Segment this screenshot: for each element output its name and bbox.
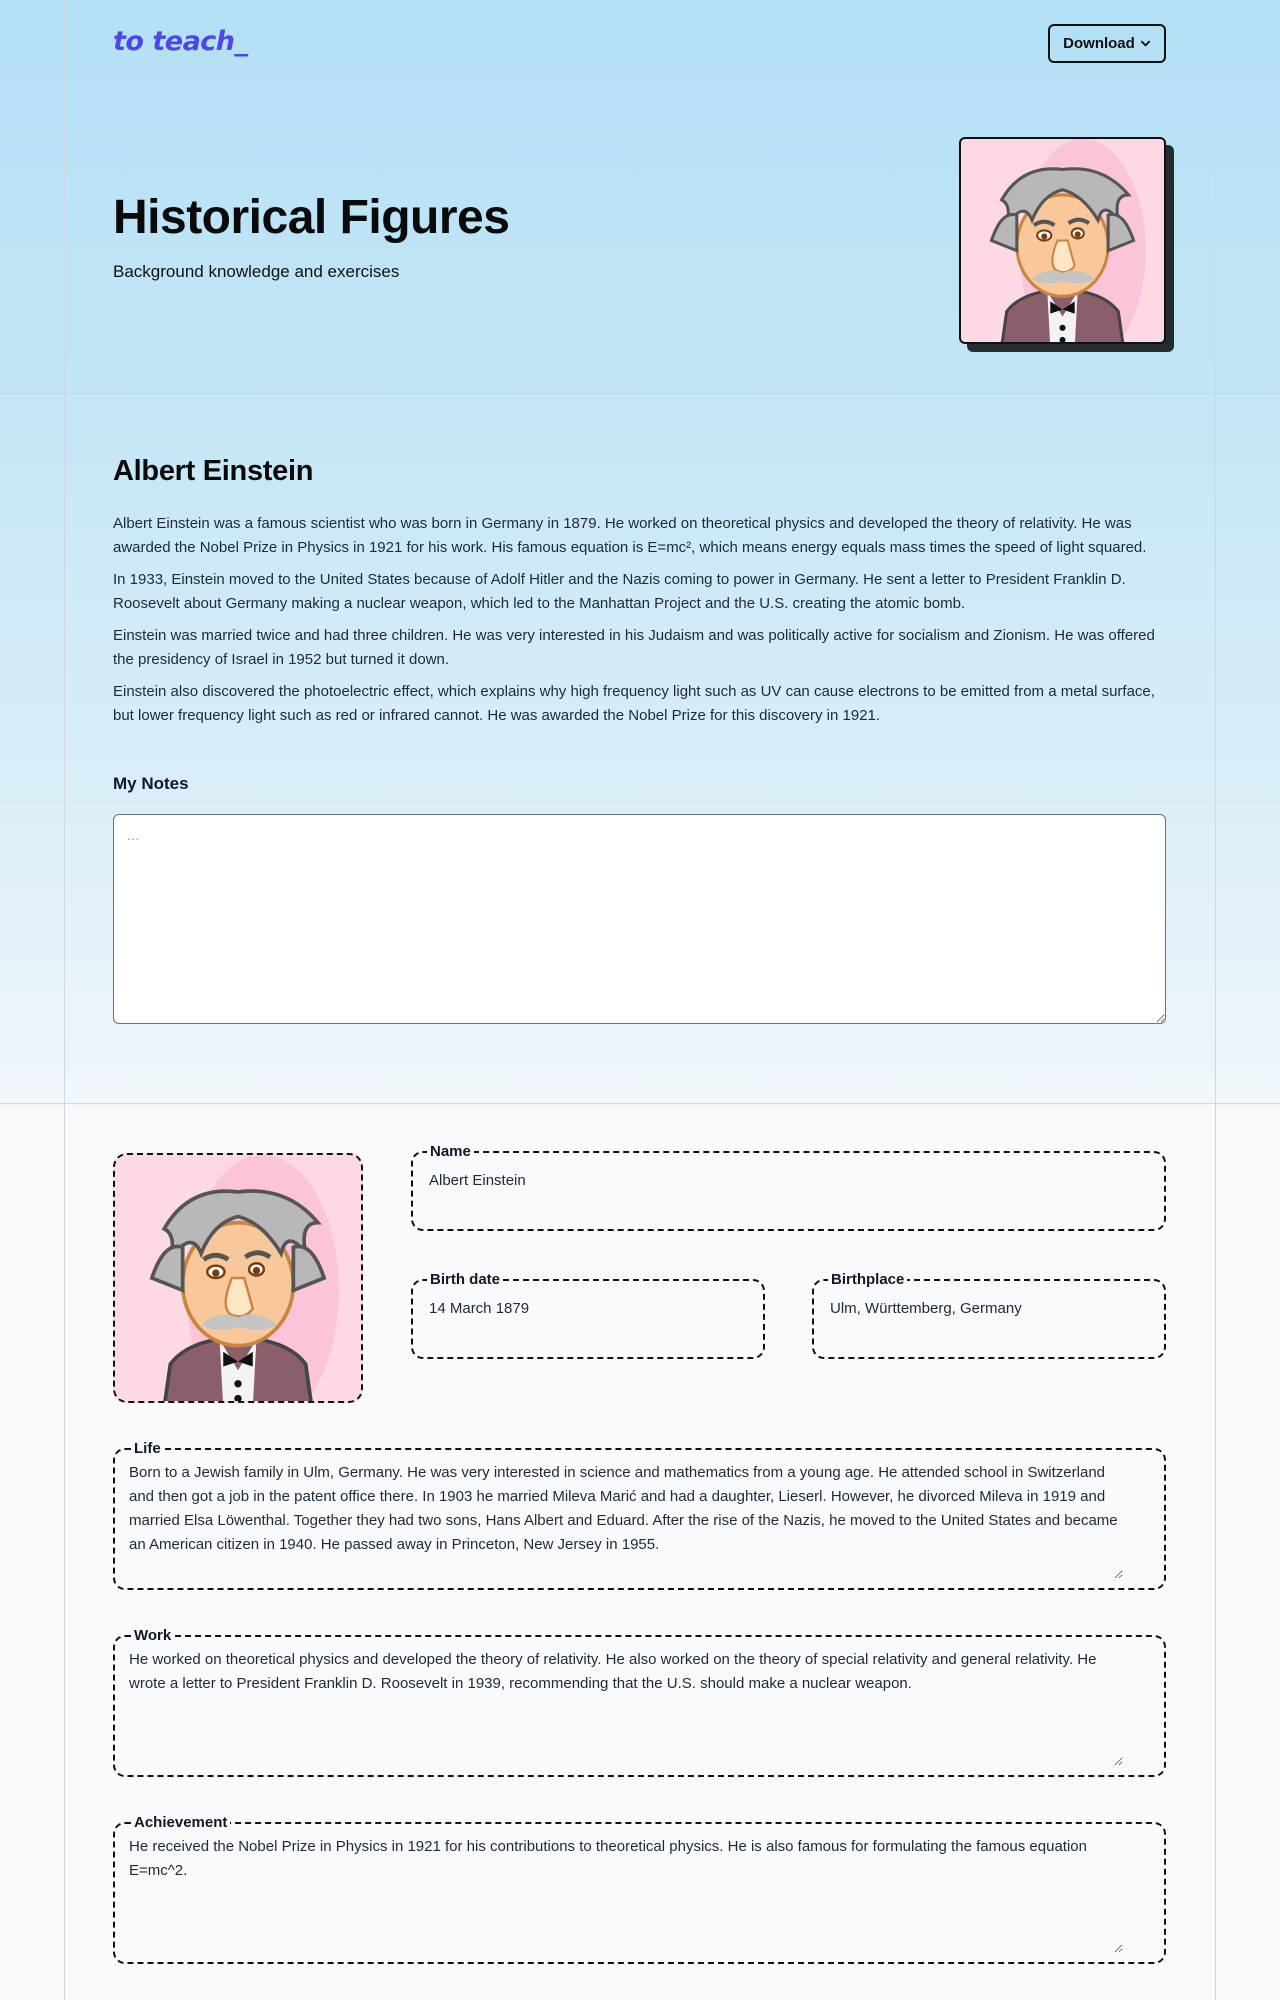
grid-line-left <box>64 0 65 2000</box>
life-field <box>113 1440 1166 1590</box>
grid-line-right <box>1215 0 1216 2000</box>
article-paragraph: Einstein was married twice and had three children. He was very interested in his Judaism and was politically active for socialism and Zionism. He was offered the presidency of Israel in 1952 but turned it down. <box>113 627 1155 668</box>
birthplace-field <box>812 1271 1166 1359</box>
download-button[interactable] <box>1048 24 1166 63</box>
name-input[interactable] <box>429 1172 1127 1189</box>
article-paragraph: In 1933, Einstein moved to the United States because of Adolf Hitler and the Nazis coming to power in Germany. He sent a letter to President Franklin D. Roosevelt about Germany making a nuclear weapon, which led to the Manhattan Project and the U.S. creating the atomic bomb. <box>113 571 1126 612</box>
profile-portrait-image <box>113 1153 363 1403</box>
hero <box>113 90 1166 393</box>
einstein-portrait-icon <box>961 139 1164 342</box>
birthplace-label: Birthplace <box>831 1271 905 1288</box>
work-textarea[interactable] <box>115 1648 1123 1766</box>
top-bar <box>113 0 1166 90</box>
page-subtitle: Background knowledge and exercises <box>113 262 400 281</box>
article-heading: Albert Einstein <box>113 455 314 487</box>
notes-textarea[interactable] <box>113 814 1166 1024</box>
name-field <box>411 1143 1166 1231</box>
birth-date-label: Birth date <box>430 1271 501 1288</box>
achievement-field <box>113 1814 1166 1964</box>
einstein-portrait-icon <box>115 1155 361 1401</box>
achievement-textarea[interactable] <box>115 1835 1123 1953</box>
life-label: Life <box>134 1440 161 1457</box>
chevron-down-icon <box>1140 38 1151 49</box>
birth-date-input[interactable] <box>429 1300 746 1317</box>
notes-label: My Notes <box>113 774 189 793</box>
page-title: Historical Figures <box>113 191 510 244</box>
work-field <box>113 1627 1166 1777</box>
header-section <box>113 0 1166 1024</box>
hero-portrait-image <box>959 137 1166 344</box>
article-paragraph: Albert Einstein was a famous scientist who was born in Germany in 1879. He worked on theoretical physics and developed the theory of relativity. He was awarded the Nobel Prize in Physics in 1921 for his work. His famous equation is E=mc², which means energy equals mass times the speed of light squared. <box>113 515 1147 556</box>
section-divider <box>0 1103 1280 1104</box>
work-label: Work <box>134 1627 172 1644</box>
birth-date-field <box>411 1271 765 1359</box>
life-textarea[interactable] <box>115 1461 1123 1579</box>
article-paragraph: Einstein also discovered the photoelectric effect, which explains why high frequency light such as UV can cause electrons to be emitted from a metal surface, but lower frequency light such as red or infrared cannot. He was awarded the Nobel Prize for this discovery in 1921. <box>113 683 1155 724</box>
achievement-label: Achievement <box>134 1814 228 1831</box>
logo[interactable]: to teach_ <box>113 26 248 57</box>
birthplace-input[interactable] <box>830 1300 1147 1317</box>
article-section <box>113 393 1166 1024</box>
name-label: Name <box>430 1143 471 1160</box>
download-label: Download <box>1063 35 1135 52</box>
